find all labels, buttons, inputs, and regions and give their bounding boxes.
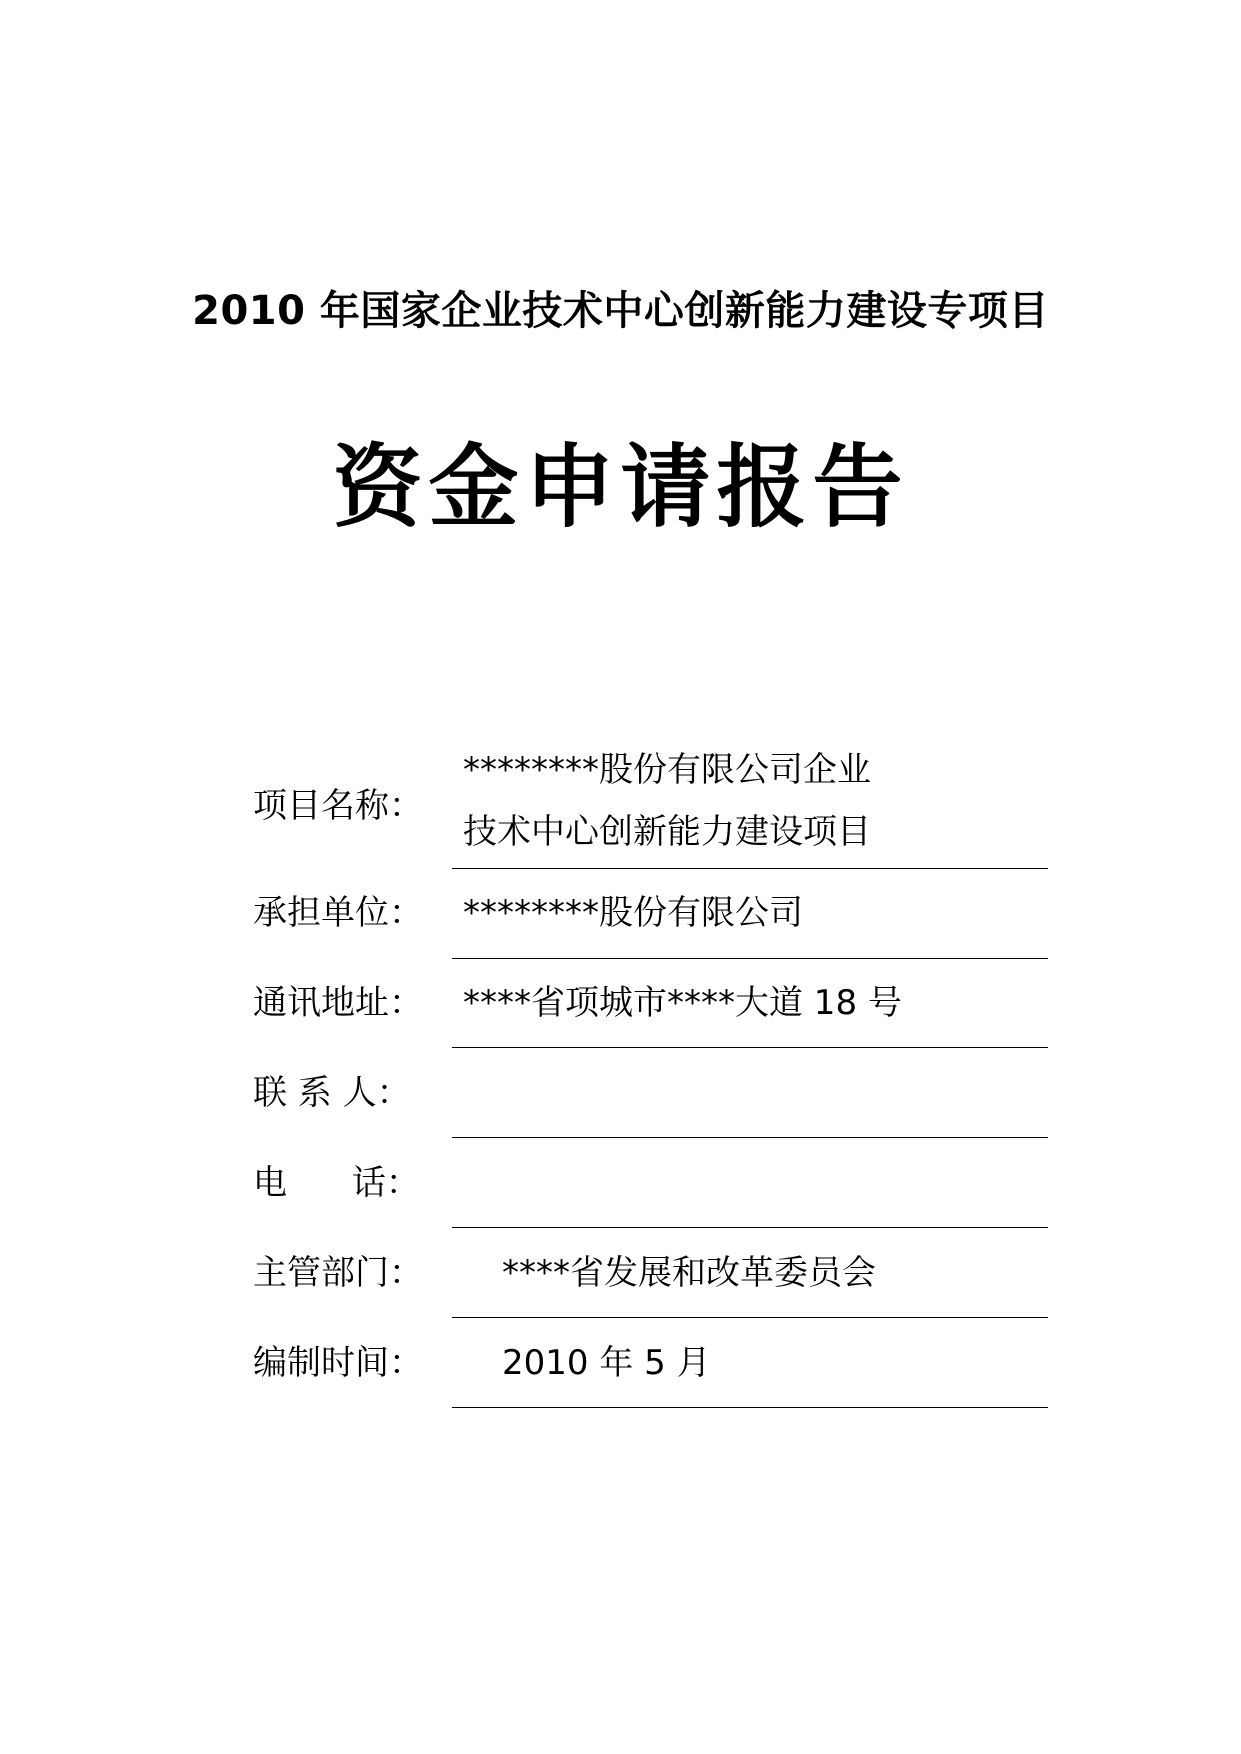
field-label: 联 系 人： bbox=[253, 1073, 411, 1113]
field-value: 2010 年 5 月 bbox=[502, 1343, 711, 1383]
underline-date bbox=[452, 1407, 1048, 1408]
field-label: 主管部门： bbox=[253, 1253, 423, 1293]
field-value: ********股份有限公司 bbox=[463, 893, 803, 933]
field-label: 编制时间： bbox=[253, 1343, 423, 1383]
field-label: 电 话： bbox=[253, 1163, 420, 1203]
report-subtitle: 2010 年国家企业技术中心创新能力建设专项目 bbox=[192, 288, 1049, 334]
underline-address bbox=[452, 1047, 1048, 1048]
field-label: 承担单位： bbox=[253, 893, 423, 933]
report-title: 资金申请报告 bbox=[332, 434, 909, 540]
underline-phone bbox=[452, 1227, 1048, 1228]
field-value-line1: ********股份有限公司企业 bbox=[463, 750, 871, 790]
field-value-line2: 技术中心创新能力建设项目 bbox=[463, 812, 871, 852]
field-label: 项目名称： bbox=[253, 786, 423, 826]
underline-contact bbox=[452, 1137, 1048, 1138]
underline-project-name bbox=[452, 868, 1048, 869]
underline-undertaking-unit bbox=[452, 958, 1048, 959]
underline-authority bbox=[452, 1317, 1048, 1318]
field-value: ****省项城市****大道 18 号 bbox=[463, 983, 902, 1023]
field-value: ****省发展和改革委员会 bbox=[502, 1253, 876, 1293]
field-label: 通讯地址： bbox=[253, 983, 423, 1023]
